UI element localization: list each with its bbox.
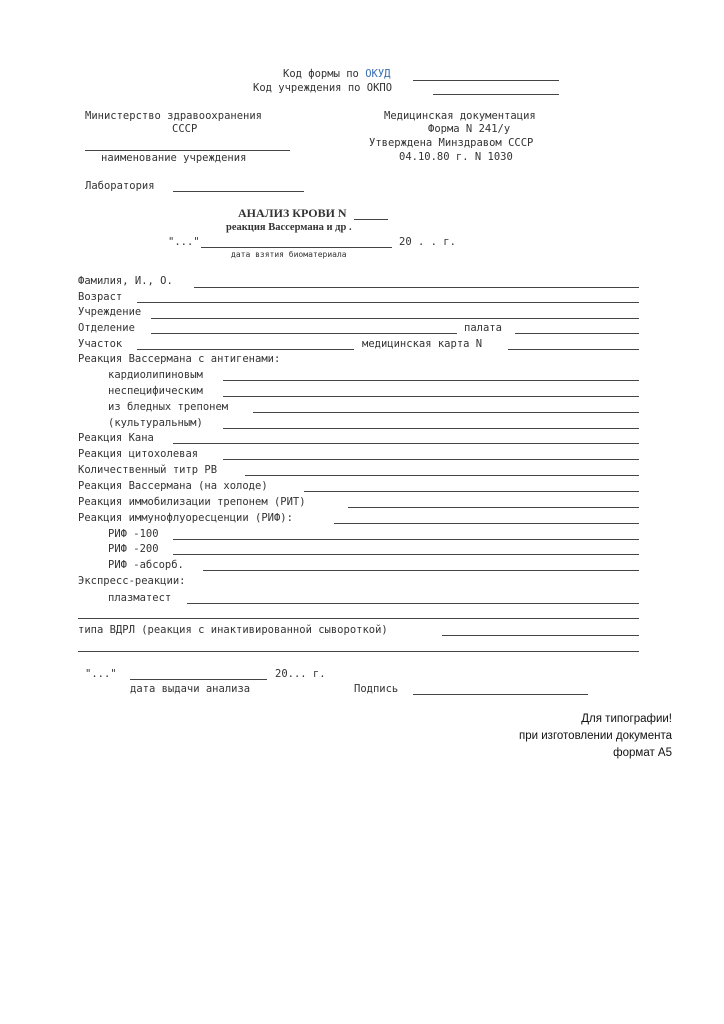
sample-date-caption: дата взятия биоматериала (231, 250, 347, 259)
ministry-line2: СССР (172, 123, 198, 135)
pale-treponema-line[interactable] (253, 412, 639, 413)
issue-date-year: 20... г. (275, 668, 326, 680)
med-doc-line1: Медицинская документация (384, 110, 536, 122)
sample-date-quote: "..." (168, 236, 200, 248)
wasserman-cold-label: Реакция Вассермана (на холоде) (78, 480, 268, 492)
rit-label: Реакция иммобилизации трепонем (РИТ) (78, 496, 306, 508)
sample-date-year: 20 . . г. (399, 236, 456, 248)
institution-name-line[interactable] (85, 150, 290, 151)
okud-label: ОКУД (365, 68, 391, 80)
ward-line[interactable] (515, 333, 639, 334)
vdrl-line[interactable] (442, 635, 639, 636)
analysis-subtitle: реакция Вассермана и др . (226, 222, 352, 233)
wasserman-antigens-label: Реакция Вассермана с антигенами: (78, 353, 281, 365)
laboratory-label: Лаборатория (85, 180, 155, 192)
rif100-line[interactable] (173, 539, 639, 540)
age-line[interactable] (137, 302, 639, 303)
express-label: Экспресс-реакции: (78, 575, 186, 587)
vdrl-extra-line[interactable] (78, 651, 639, 652)
issue-date-line[interactable] (130, 679, 267, 680)
pale-treponema-label: из бледных трепонем (108, 401, 229, 413)
nonspecific-label: неспецифическим (108, 385, 203, 397)
ministry-line1: Министерство здравоохранения (85, 110, 263, 122)
med-doc-line2: Форма N 241/у (428, 123, 511, 135)
plasmatest-label: плазматест (108, 592, 172, 604)
form-code-line[interactable] (413, 80, 559, 81)
rif200-line[interactable] (173, 554, 639, 555)
med-doc-line3: Утверждена Минздравом СССР (369, 137, 534, 149)
institution-label: Учреждение (78, 306, 142, 318)
sample-date-line[interactable] (201, 247, 392, 248)
department-label: Отделение (78, 322, 135, 334)
age-label: Возраст (78, 291, 123, 303)
department-line[interactable] (151, 333, 457, 334)
cytocholic-line[interactable] (223, 459, 639, 460)
plasmatest-line[interactable] (187, 603, 639, 604)
cultural-label: (культуральным) (108, 417, 203, 429)
vdrl-label: типа ВДРЛ (реакция с инактивированной сывороткой) (78, 624, 388, 636)
cardiolipin-line[interactable] (223, 380, 639, 381)
rif200-label: РИФ -200 (108, 543, 159, 555)
med-card-line[interactable] (508, 349, 639, 350)
cytocholic-label: Реакция цитохолевая (78, 448, 199, 460)
cardiolipin-label: кардиолипиновым (108, 369, 203, 381)
institution-name-caption: наименование учреждения (101, 152, 247, 164)
rif-abs-label: РИФ -абсорб. (108, 559, 184, 571)
issue-date-caption: дата выдачи анализа (130, 683, 251, 695)
district-label: Участок (78, 338, 123, 350)
med-card-label: медицинская карта N (362, 338, 483, 350)
issue-date-quote: "..." (85, 668, 117, 680)
analysis-title: АНАЛИЗ КРОВИ N (238, 206, 347, 220)
rif-abs-line[interactable] (203, 570, 639, 571)
district-line[interactable] (137, 349, 354, 350)
rif100-label: РИФ -100 (108, 528, 159, 540)
fio-line[interactable] (194, 287, 639, 288)
print-note-line2: при изготовлении документа (519, 730, 672, 742)
rif-line[interactable] (334, 523, 639, 524)
institution-line[interactable] (151, 318, 639, 319)
rif-label: Реакция иммунофлуоресценции (РИФ): (78, 512, 293, 524)
print-note-line1: Для типографии! (581, 713, 672, 725)
wasserman-cold-line[interactable] (304, 491, 639, 492)
titer-label: Количественный титр РВ (78, 464, 218, 476)
kahn-label: Реакция Кана (78, 432, 154, 444)
cultural-line[interactable] (223, 428, 639, 429)
form-code-label: Код формы по ОКУД (283, 68, 391, 80)
med-doc-line4: 04.10.80 г. N 1030 (399, 151, 513, 163)
ward-label: палата (464, 322, 502, 334)
nonspecific-line[interactable] (223, 396, 639, 397)
institution-code-line[interactable] (433, 94, 559, 95)
print-note-line3: формат А5 (613, 747, 672, 759)
titer-line[interactable] (245, 475, 639, 476)
signature-label: Подпись (354, 683, 399, 695)
express-extra-line[interactable] (78, 618, 639, 619)
fio-label: Фамилия, И., О. (78, 275, 173, 287)
kahn-line[interactable] (173, 443, 639, 444)
institution-code-label: Код учреждения по ОКПО (253, 82, 393, 94)
signature-line[interactable] (413, 694, 588, 695)
laboratory-line[interactable] (173, 191, 304, 192)
analysis-number-line[interactable] (354, 219, 388, 220)
rit-line[interactable] (348, 507, 639, 508)
